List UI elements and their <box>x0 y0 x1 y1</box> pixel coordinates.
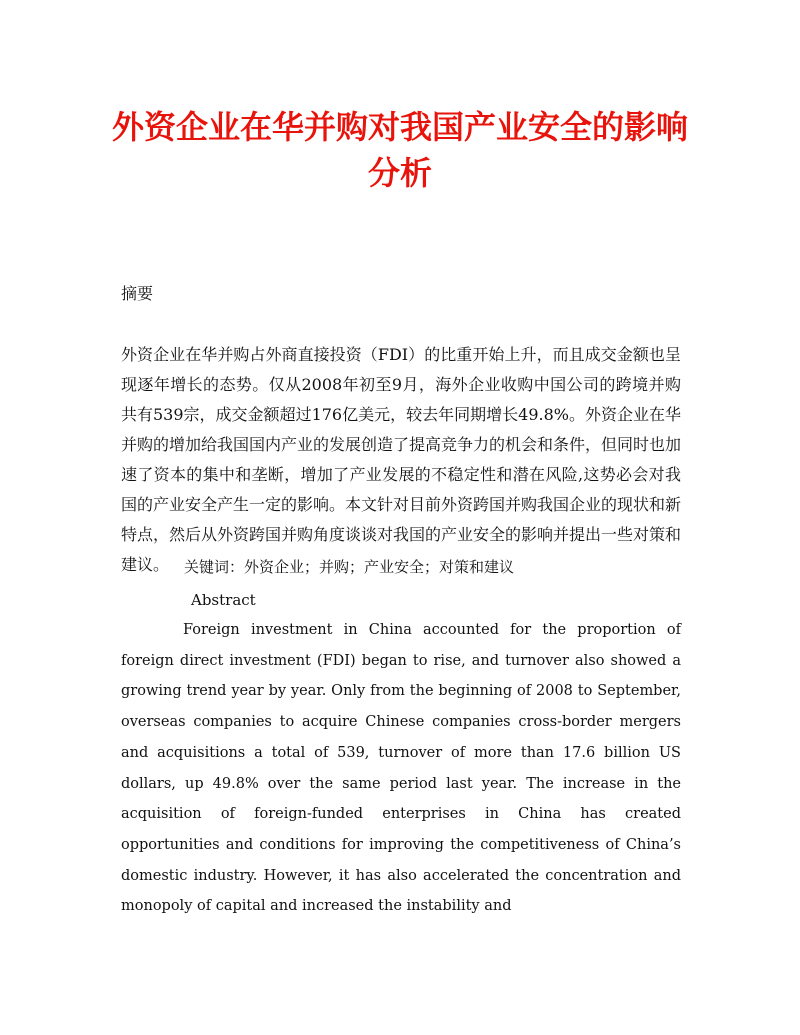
abstract-chinese-text: 外资企业在华并购占外商直接投资（FDI）的比重开始上升，而且成交金额也呈现逐年增长的态势。仅从2008年初至9月，海外企业收购中国公司的跨境并购共有539宗，成交金额超过176亿美元，较去年同期增长49.8%。外资企业在华并购的增加给我国国内产业的发展创造了提高竞争力的机会和条件，但同时也加速了资本的集中和垄断，增加了产业发展的不稳定性和潜在风险,这势必会对我国的产业安全产生一定的影响。本文针对目前外资跨国并购我国企业的现状和新特点，然后从外资跨国并购角度谈谈对我国的产业安全的影响并提出一些对策和建议。 <box>121 345 682 574</box>
abstract-english-text: Foreign investment in China accounted for the proportion of foreign direct investment (FDI) began to rise, and turnover also showed a growing trend year by year. Only from the beginning of 2008 to September, overseas companies to acquire Chinese companies cross-border mergers and acquisitions a total of 539, turnover of more than 17.6 billion US dollars, up 49.8% over the same period last year. The increase in the acquisition of foreign-funded enterprises in China has created opportunities and conditions for improving the competitiveness of China’s domestic industry. However, it has also accelerated the concentration and monopoly of capital and increased the instability and <box>121 622 681 915</box>
abstract-heading: 摘要 <box>121 284 154 303</box>
keywords-line: 关键词：外资企业；并购；产业安全；对策和建议 <box>184 558 515 576</box>
abstract-english-heading: Abstract <box>191 591 256 609</box>
document-title: 外资企业在华并购对我国产业安全的影响分析 <box>111 108 688 192</box>
